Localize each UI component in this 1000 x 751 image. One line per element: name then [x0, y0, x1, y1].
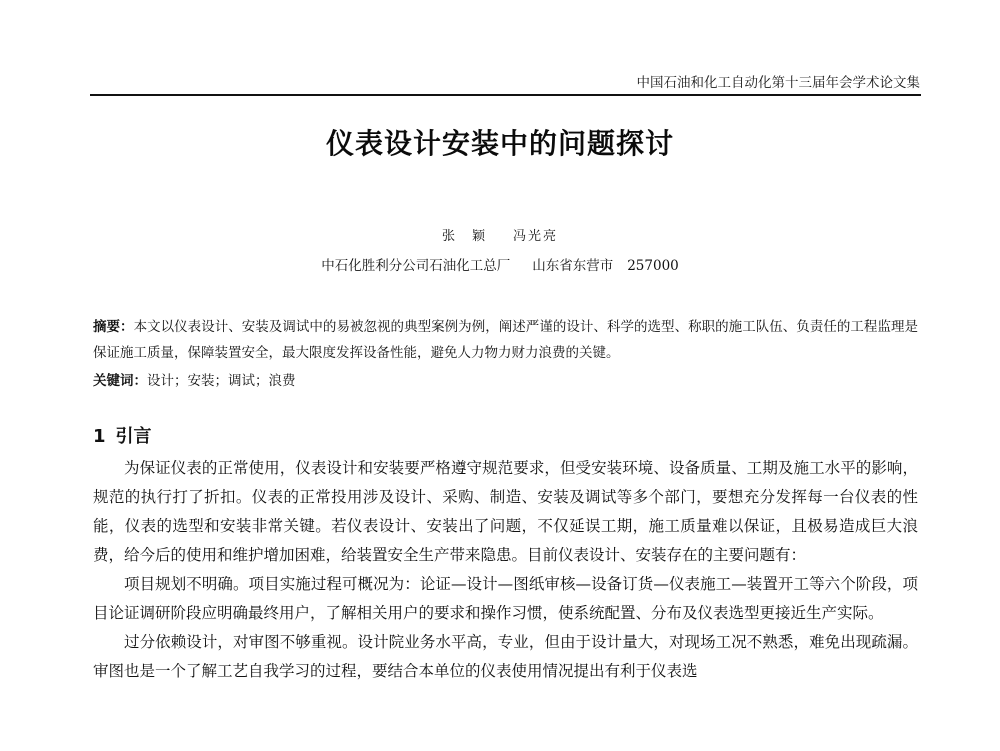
- keywords: [93, 370, 918, 392]
- section-heading: [93, 424, 152, 450]
- body-paragraph: 项目规划不明确。项目实施过程可概况为：论证—设计—图纸审核—设备订货—仪表施工—装置开工等六个阶段，项目论证调研阶段应明确最终用户，了解相关用户的要求和操作习惯，使系统配置、分布及仪表选型更接近生产实际。: [93, 575, 918, 622]
- affiliation-organization: 中石化胜利分公司石油化工总厂: [321, 258, 511, 274]
- affiliation-location: 山东省东营市: [532, 258, 614, 274]
- section-title: 引言: [115, 426, 152, 447]
- author-list: [0, 228, 1000, 246]
- paper-title: 仪表设计安装中的问题探讨: [325, 127, 674, 160]
- author-name: 冯光亮: [513, 229, 559, 244]
- header-rule: [90, 94, 921, 96]
- affiliation-postcode: 257000: [627, 258, 679, 274]
- affiliation: [0, 256, 1000, 276]
- abstract-label: 摘要：: [93, 319, 134, 335]
- keywords-label: 关键词：: [93, 373, 147, 389]
- author-name: 张 颖: [441, 229, 487, 244]
- abstract-text: 本文以仪表设计、安装及调试中的易被忽视的典型案例为例，阐述严谨的设计、科学的选型、称职的施工队伍、负责任的工程监理是保证施工质量，保障装置安全，最大限度发挥设备性能，避免人力物力财力浪费的关键。: [93, 319, 919, 361]
- body-paragraph: 过分依赖设计，对审图不够重视。设计院业务水平高，专业，但由于设计量大，对现场工况不熟悉，难免出现疏漏。审图也是一个了解工艺自我学习的过程，要结合本单位的仪表使用情况提出有利于仪表选: [93, 633, 918, 680]
- keywords-text: 设计；安装；调试；浪费: [147, 373, 296, 389]
- section-body: [93, 454, 918, 751]
- body-paragraph: 为保证仪表的正常使用，仪表设计和安装要严格遵守规范要求，但受安装环境、设备质量、工期及施工水平的影响，规范的执行打了折扣。仪表的正常投用涉及设计、采购、制造、安装及调试等多个部门，要想充分发挥每一台仪表的性能，仪表的选型和安装非常关键。若仪表设计、安装出了问题，不仅延误工期，施工质量难以保证，且极易造成巨大浪费，给今后的使用和维护增加困难，给装置安全生产带来隐患。目前仪表设计、安装存在的主要问题有：: [93, 459, 918, 564]
- abstract: [93, 314, 918, 366]
- running-header: 中国石油和化工自动化第十三届年会学术论文集: [636, 75, 920, 91]
- section-number: 1: [93, 426, 106, 447]
